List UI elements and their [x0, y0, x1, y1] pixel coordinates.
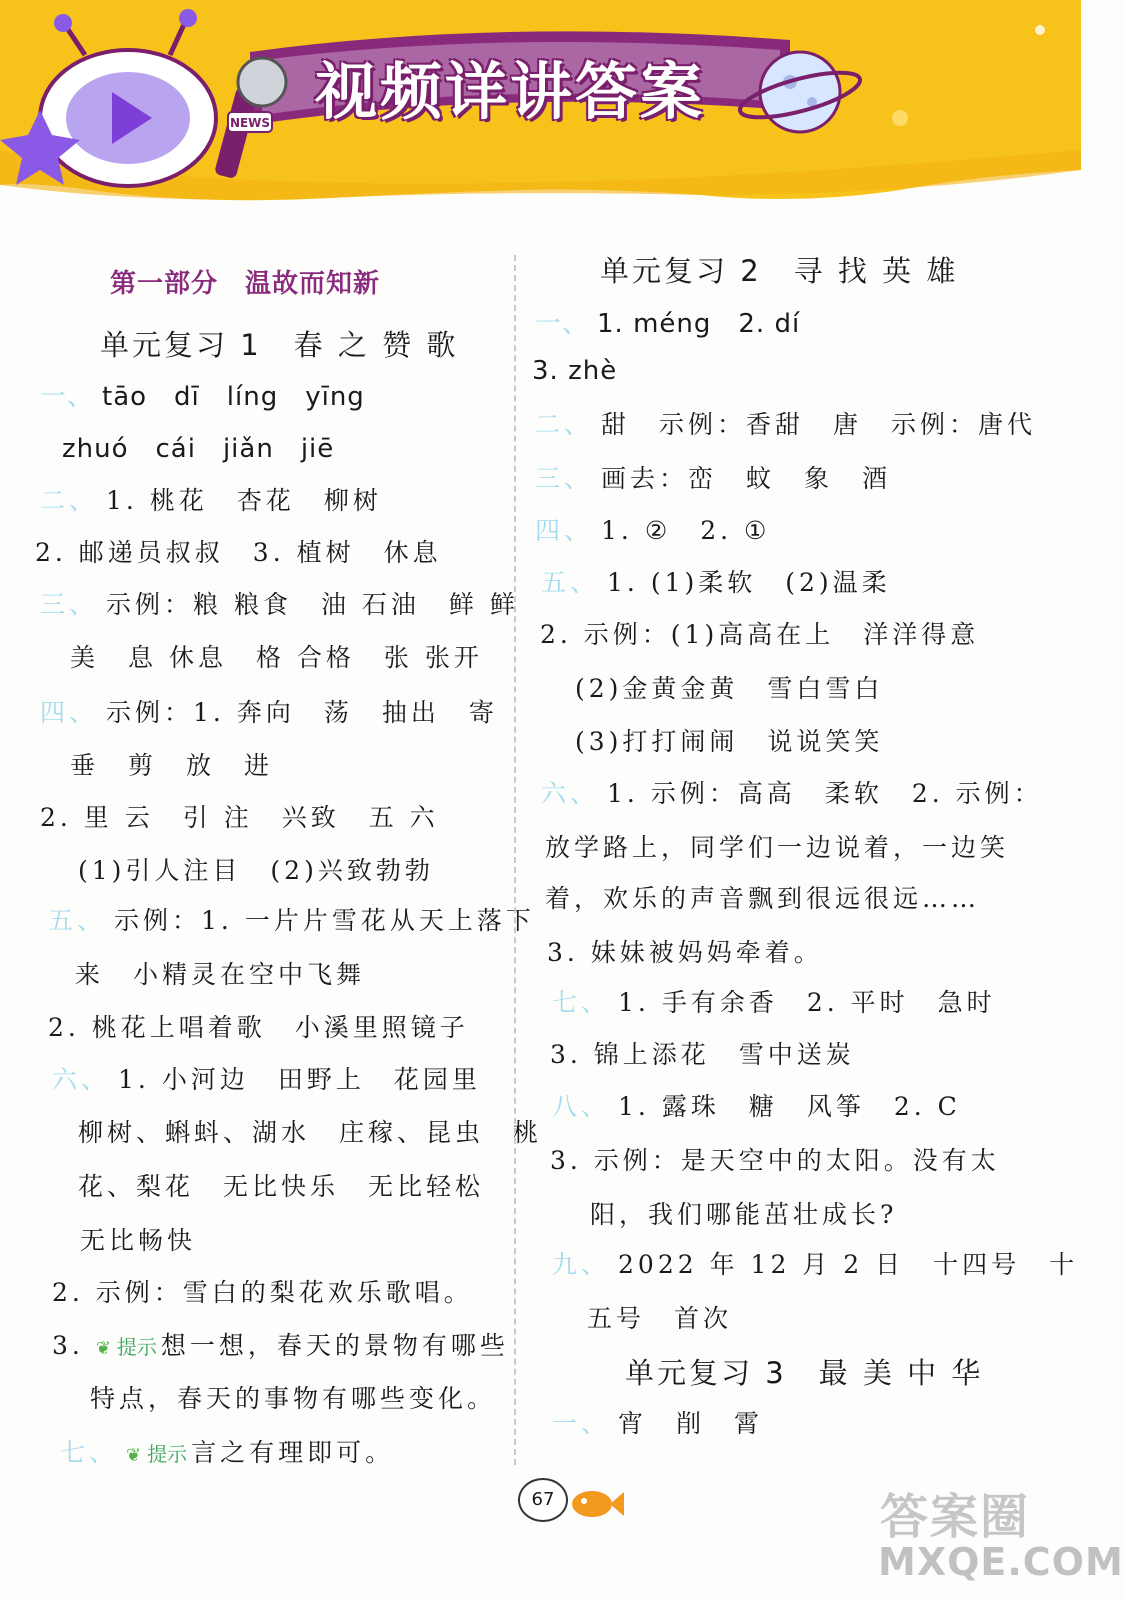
right-line	[550, 1035, 855, 1071]
answer-text: 1. 示例：高高 柔软 2. 示例：	[607, 779, 1043, 808]
left-line	[62, 428, 334, 465]
answer-text: 宵 削 霄	[618, 1409, 764, 1438]
left-line	[80, 1221, 196, 1257]
left-line	[78, 1113, 542, 1149]
answer-text: 特点，春天的事物有哪些变化。	[90, 1384, 497, 1413]
answer-text: 美 息 休息 格 合格 张 张开	[70, 643, 483, 672]
page-number: 67	[518, 1478, 568, 1522]
question-marker: 六、	[52, 1065, 111, 1094]
right-line	[541, 563, 891, 599]
answer-text: 五号 首次	[587, 1304, 733, 1333]
tip-label: 提示	[116, 1335, 157, 1359]
answer-text: 单元复习 3 最 美 中 华	[625, 1356, 984, 1390]
right-line	[552, 1404, 763, 1440]
answer-text: 1. ② 2. ①	[601, 516, 771, 545]
answer-text: 无比畅快	[80, 1226, 197, 1255]
question-marker: 二、	[40, 486, 99, 515]
right-line	[535, 459, 891, 495]
answer-text: (3)打打闹闹 说说笑笑	[575, 727, 884, 756]
leaf-icon: ❦	[126, 1445, 146, 1466]
left-line	[48, 901, 535, 937]
question-marker: 一、	[535, 309, 590, 339]
right-line	[575, 722, 883, 758]
right-line	[540, 615, 979, 651]
question-marker: 四、	[535, 516, 594, 545]
left-line	[100, 323, 458, 364]
answer-text: 示例：粮 粮食 油 石油 鲜 鲜	[106, 590, 519, 619]
answer-text: 阳，我们哪能茁壮成长?	[590, 1200, 898, 1229]
answer-text: 示例：1. 一片片雪花从天上落下	[114, 906, 535, 935]
answer-text: 放学路上，同学们一边说着，一边笑	[545, 833, 1010, 862]
answer-text: 2. 示例：雪白的梨花欢乐歌唱。	[52, 1278, 473, 1307]
answer-text: 垂 剪 放 进	[70, 751, 274, 780]
left-line	[75, 955, 365, 991]
answer-text: 花、梨花 无比快乐 无比轻松	[78, 1172, 485, 1201]
answer-text: tāo dī líng yīng	[102, 382, 365, 412]
answer-text: 想一想，春天的景物有哪些	[160, 1331, 509, 1360]
answer-text: 甜 示例：香甜 唐 示例：唐代	[601, 410, 1037, 439]
answer-text: 2. 里 云 引 注 兴致 五 六	[40, 803, 439, 832]
question-marker: 七、	[60, 1438, 119, 1467]
answer-text: 画去：峦 蚊 象 酒	[601, 464, 892, 493]
answer-text: 2022 年 12 月 2 日 十四号 十	[618, 1250, 1079, 1279]
fish-icon	[566, 1484, 624, 1522]
watermark-logo: 答案圈	[880, 1489, 1031, 1545]
right-line	[550, 1141, 1000, 1177]
leaf-icon: ❦	[95, 1338, 115, 1359]
answer-text: 3. zhè	[532, 356, 618, 386]
left-line	[40, 798, 439, 834]
question-marker: 六、	[541, 779, 600, 808]
watermark-url: MXQE.COM	[878, 1540, 1124, 1584]
answer-text: 2. 邮递员叔叔 3. 植树 休息	[35, 538, 442, 567]
right-line	[587, 1299, 732, 1335]
right-line	[535, 405, 1036, 441]
column-divider	[514, 255, 516, 1465]
question-marker: 九、	[552, 1250, 611, 1279]
right-line	[625, 1351, 983, 1392]
right-line	[590, 1195, 897, 1231]
right-line	[541, 774, 1043, 810]
left-line	[35, 533, 442, 569]
answer-text: zhuó cái jiǎn jiē	[62, 434, 335, 464]
answer-text: 1. 桃花 杏花 柳树	[106, 486, 382, 515]
left-line	[52, 1060, 481, 1096]
right-line	[532, 356, 617, 386]
answer-text: 3. 示例：是天空中的太阳。没有太	[550, 1146, 1000, 1175]
left-line	[52, 1326, 509, 1362]
tip-label: 提示	[147, 1442, 188, 1466]
right-line	[545, 828, 1009, 864]
answer-text: 柳树、蝌蚪、湖水 庄稼、昆虫 桃	[78, 1118, 543, 1147]
answer-text: 着，欢乐的声音飘到很远很远……	[545, 884, 981, 913]
left-line	[40, 585, 519, 621]
answer-text: 言之有理即可。	[191, 1438, 395, 1467]
answer-text: 1. 手有余香 2. 平时 急时	[618, 988, 996, 1017]
answer-text: 1. 露珠 糖 风筝 2. C	[618, 1092, 961, 1121]
answer-text: 2. 桃花上唱着歌 小溪里照镜子	[48, 1013, 469, 1042]
answer-text: 3. 锦上添花 雪中送炭	[550, 1040, 855, 1069]
left-line	[70, 746, 273, 782]
left-line	[90, 1379, 496, 1415]
left-line	[78, 1167, 484, 1203]
answer-text: 单元复习 2 寻 找 英 雄	[600, 254, 959, 288]
right-line	[552, 1087, 961, 1123]
left-line	[40, 693, 498, 729]
answer-text: (2)金黄金黄 雪白雪白	[575, 674, 884, 703]
question-marker: 五、	[48, 906, 107, 935]
banner-title: 视频详讲答案	[314, 55, 705, 128]
question-marker: 三、	[40, 590, 99, 619]
question-marker: 八、	[552, 1092, 611, 1121]
answer-text: 1. 小河边 田野上 花园里	[118, 1065, 481, 1094]
right-line	[575, 669, 883, 705]
left-line	[110, 263, 380, 300]
question-marker: 二、	[535, 410, 594, 439]
left-line	[40, 481, 382, 517]
left-line	[40, 376, 365, 413]
answer-text: 2. 示例：(1)高高在上 洋洋得意	[540, 620, 980, 649]
left-line	[78, 851, 434, 887]
answer-text: 1. (1)柔软 (2)温柔	[607, 568, 891, 597]
answer-text: 3. 妹妹被妈妈牵着。	[547, 938, 823, 967]
answer-text: (1)引人注目 (2)兴致勃勃	[78, 856, 434, 885]
right-line	[545, 879, 980, 915]
news-badge: NEWS	[229, 116, 271, 130]
question-marker: 一、	[40, 382, 95, 412]
right-line	[552, 1245, 1078, 1281]
question-marker: 三、	[535, 464, 594, 493]
answer-text: 1. méng 2. dí	[597, 309, 801, 339]
answer-text: 单元复习 1 春 之 赞 歌	[100, 328, 459, 362]
answer-text: 来 小精灵在空中飞舞	[75, 960, 366, 989]
answer-text: 第一部分 温故而知新	[110, 269, 381, 299]
question-marker: 一、	[552, 1409, 611, 1438]
right-line	[547, 933, 823, 969]
left-line	[48, 1008, 469, 1044]
question-marker: 四、	[40, 698, 99, 727]
item-number: 3.	[52, 1331, 96, 1360]
question-marker: 七、	[552, 988, 611, 1017]
left-line	[52, 1273, 473, 1309]
right-line	[552, 983, 996, 1019]
left-line	[70, 638, 483, 674]
right-line	[535, 303, 800, 340]
right-line	[535, 511, 770, 547]
question-marker: 五、	[541, 568, 600, 597]
left-line	[60, 1433, 394, 1469]
right-line	[600, 249, 958, 290]
answer-text: 示例：1. 奔向 荡 抽出 寄	[106, 698, 498, 727]
